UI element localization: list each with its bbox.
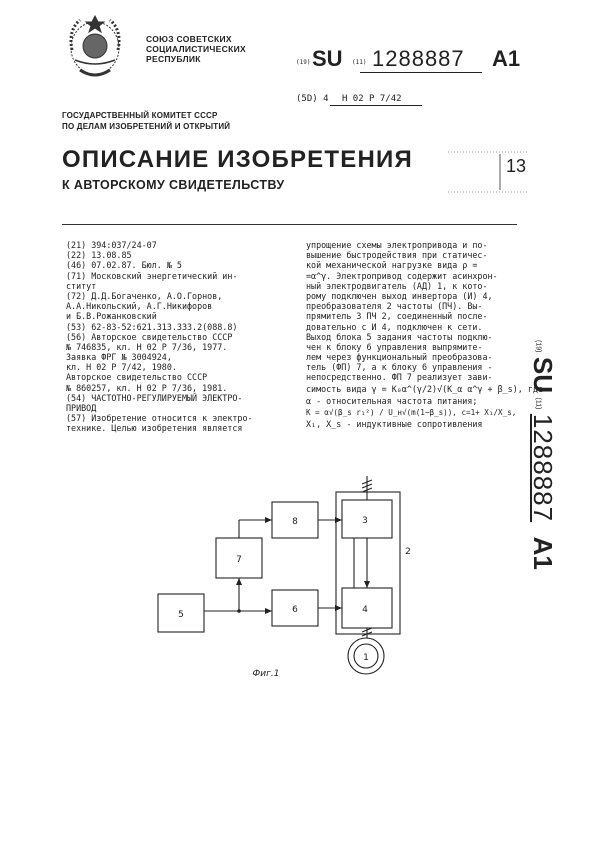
converter-frame [336, 492, 400, 634]
block-diagram [150, 456, 430, 686]
committee-line: ГОСУДАРСТВЕННЫЙ КОМИТЕТ СССР [62, 111, 218, 120]
block-label: 6 [292, 605, 298, 615]
abstract-line: преобразователя 2 частоты (ПЧ). Вы- [306, 301, 483, 312]
abstract-line: довательно с И 4, подключен к сети. [306, 321, 483, 332]
abstract-line: α - относительная частота питания; [306, 395, 478, 406]
ipc-code: Н 02 Р 7/42 [341, 94, 402, 104]
biblio-line: (72) Д.Д.Богаченко, А.О.Горнов, [66, 290, 223, 301]
section-divider [62, 224, 517, 225]
block-label: 1 [363, 653, 369, 663]
document-title: ОПИСАНИЕ ИЗОБРЕТЕНИЯ [62, 146, 413, 173]
ipc-prefix: (5D) 4 [296, 94, 329, 104]
abstract-column [306, 240, 543, 429]
abstract-line: рому подключен выход инвертора (И) 4, [306, 290, 493, 301]
vertical-patent-number [530, 340, 560, 680]
number-underline [360, 72, 482, 73]
block-label: 2 [405, 547, 411, 557]
biblio-line: ститут [66, 280, 97, 291]
committee-line: ПО ДЕЛАМ ИЗОБРЕТЕНИЙ И ОТКРЫТИЙ [62, 122, 231, 131]
biblio-line: № 860257, кл. Н 02 Р 7/36, 1981. [66, 382, 228, 393]
abstract-line: непосредственно. ФП 7 реализует зави- [306, 372, 493, 383]
biblio-line: технике. Целью изобретения является [66, 423, 243, 434]
abstract-line: упрощение схемы электропривода и по- [306, 240, 488, 250]
country-code: SU [312, 46, 343, 71]
org-line: РЕСПУБЛИК [146, 54, 201, 64]
biblio-line: Авторское свидетельство СССР [66, 372, 208, 383]
abstract-line: вышение быстродействия при статичес- [306, 250, 488, 261]
biblio-line: (46) 07.02.87. Бюл. № 5 [66, 260, 182, 271]
state-emblem-icon [60, 10, 130, 84]
biblio-line: (57) Изобретение относится к электро- [66, 413, 253, 424]
abstract-line: X₁, X_s - индуктивные сопротивления [306, 418, 483, 429]
abstract-line: тель (ФП) 7, а к блоку 6 управления - [306, 362, 493, 373]
abstract-line: =α^γ. Электропривод содержит асинхрон- [306, 270, 498, 281]
ipc-underline [330, 105, 422, 106]
biblio-line: (71) Московский энергетический ин- [66, 270, 238, 281]
block-label: 3 [362, 516, 368, 526]
abstract-line: прямитель 3 ПЧ 2, соединенный после- [306, 311, 488, 322]
biblio-line: Заявка ФРГ № 3004924, [66, 352, 172, 363]
block-label: 5 [178, 610, 184, 620]
vertical-country: SU [528, 356, 558, 394]
biblio-line: кл. Н 02 Р 7/42, 1980. [66, 362, 177, 373]
vertical-prefix: (11) [534, 397, 542, 410]
biblio-line: и Б.В.Рожанковский [66, 311, 157, 322]
abstract-line: лем через функциональный преобразова- [306, 352, 493, 363]
publication-number [296, 44, 526, 74]
document-subtitle: К АВТОРСКОМУ СВИДЕТЕЛЬСТВУ [62, 178, 285, 192]
abstract-line: чен к блоку 6 управления выпрямите- [306, 341, 483, 352]
biblio-line: (54) ЧАСТОТНО-РЕГУЛИРУЕМЫЙ ЭЛЕКТРО- [66, 392, 243, 403]
organization-name [146, 34, 246, 64]
vertical-number: 1288887 [528, 413, 558, 523]
abstract-line: кой механической нагрузке вида ρ = [306, 260, 478, 271]
abstract-line: ный электродвигатель (АД) 1, к кото- [306, 280, 488, 291]
library-stamp [440, 138, 532, 200]
ipc-classification [296, 94, 402, 104]
block-label: 4 [362, 605, 368, 615]
formula-line: K = α√(β_s r₁²) / U_н√(m(1−β_s)), c=1+ X₁/X_s, [306, 407, 517, 417]
org-line: СОЦИАЛИСТИЧЕСКИХ [146, 44, 246, 54]
block-label: 7 [236, 555, 242, 565]
vertical-kind: A1 [528, 536, 558, 570]
biblio-line: (21) 394:037/24-07 [66, 240, 157, 250]
pub-prefix: (19) [296, 59, 311, 66]
abstract-line: Выход блока 5 задания частоты подклю- [306, 331, 493, 342]
figure-caption: Фиг.1 [252, 669, 280, 679]
block-label: 8 [292, 517, 298, 527]
biblio-line: А.А.Никольский, А.Г.Никифоров [66, 301, 213, 312]
number-prefix: (11) [352, 59, 367, 66]
vertical-number-text [527, 340, 558, 570]
document-kind: A1 [492, 46, 521, 71]
formula-line: симость вида γ = K₀α^(γ/2)√(K_α α^γ + β_s), где [306, 383, 543, 394]
biblio-line: ПРИВОД [66, 403, 97, 413]
patent-number: 1288887 [372, 46, 465, 71]
bibliographic-column [66, 240, 253, 434]
biblio-line: (53) 62-83-52:621.313.333.2(088.8) [66, 321, 238, 332]
stamp-number: 13 [505, 156, 526, 176]
biblio-line: (22) 13.08.85 [66, 250, 132, 261]
vertical-prefix: (19) [534, 340, 542, 353]
biblio-line: (56) Авторское свидетельство СССР [66, 331, 233, 342]
committee-name [62, 110, 230, 132]
biblio-line: № 746835, кл. Н 02 Р 7/36, 1977. [66, 341, 228, 352]
org-line: СОЮЗ СОВЕТСКИХ [146, 34, 232, 44]
